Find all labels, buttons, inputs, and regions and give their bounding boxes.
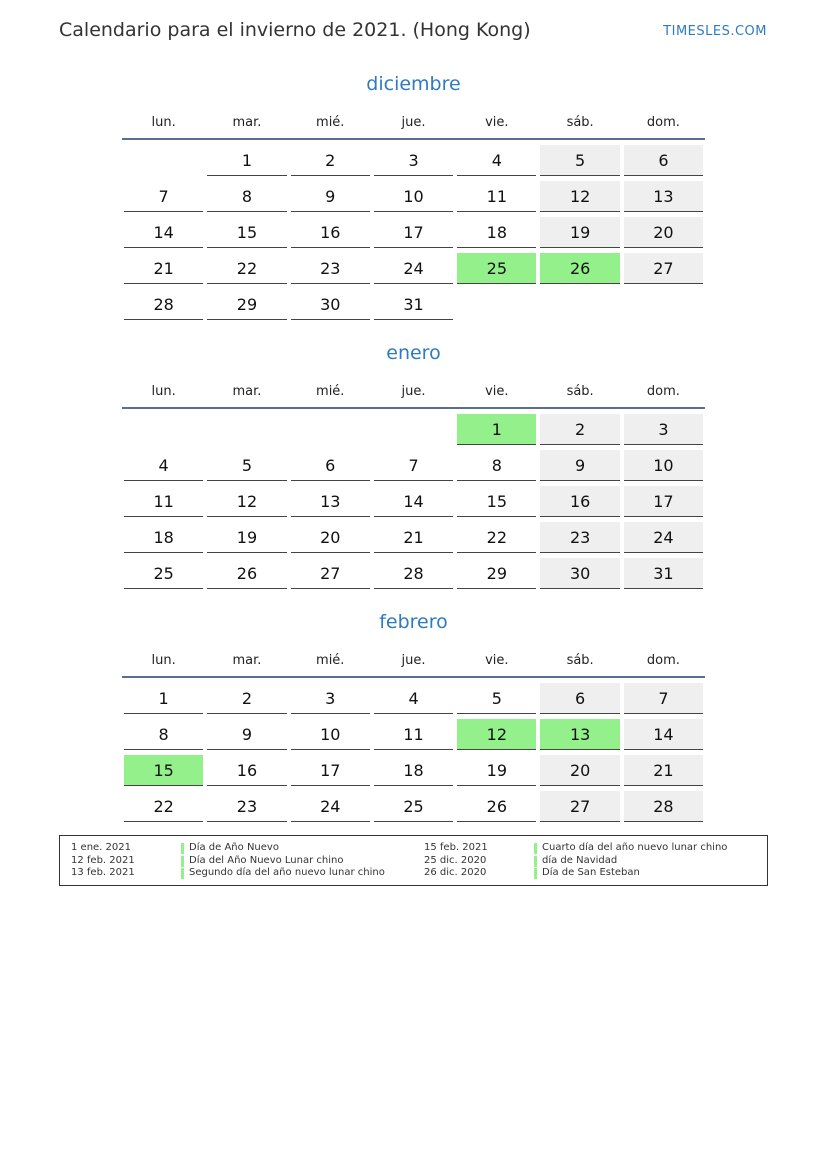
day-number: 6 [291, 450, 370, 481]
day-cell [289, 284, 372, 320]
day-number: 5 [207, 450, 286, 481]
day-cell [289, 750, 372, 786]
day-cell [289, 140, 372, 176]
weekday-label: jue. [401, 652, 426, 668]
day-number: 6 [624, 145, 703, 176]
empty-cell [289, 409, 372, 445]
day-cell [122, 212, 205, 248]
day-cell [455, 750, 538, 786]
day-cell [205, 284, 288, 320]
holiday-color-marker [181, 843, 184, 854]
day-number: 2 [291, 145, 370, 176]
day-number: 11 [457, 181, 536, 212]
page-title: Calendario para el invierno de 2021. (Hong Kong) [59, 19, 531, 41]
day-number: 23 [291, 253, 370, 284]
day-number: 23 [207, 791, 286, 822]
day-grid [122, 678, 705, 822]
day-number: 3 [374, 145, 453, 176]
empty-cell [122, 409, 205, 445]
day-number: 4 [124, 450, 203, 481]
day-cell [372, 481, 455, 517]
day-number: 3 [624, 414, 703, 445]
day-cell [538, 553, 621, 589]
day-cell [538, 409, 621, 445]
holiday-day-cell [455, 409, 538, 445]
day-cell [289, 212, 372, 248]
empty-cell [205, 409, 288, 445]
weekday-label: sáb. [566, 114, 594, 130]
day-number: 18 [374, 755, 453, 786]
day-number: 21 [624, 755, 703, 786]
day-number: 2 [540, 414, 619, 445]
weekday-label: vie. [485, 114, 509, 130]
weekday-label: mié. [316, 114, 345, 130]
day-cell [122, 553, 205, 589]
holiday-day-cell [122, 750, 205, 786]
day-number: 13 [540, 719, 619, 750]
day-number: 31 [624, 558, 703, 589]
day-cell [289, 517, 372, 553]
day-cell [122, 517, 205, 553]
day-cell [372, 445, 455, 481]
day-cell [538, 445, 621, 481]
day-number: 8 [124, 719, 203, 750]
day-cell [622, 786, 705, 822]
day-cell [122, 445, 205, 481]
day-cell [205, 445, 288, 481]
day-cell [538, 678, 621, 714]
day-number: 24 [624, 522, 703, 553]
day-number: 4 [374, 683, 453, 714]
day-number: 30 [540, 558, 619, 589]
weekday-header [122, 375, 705, 409]
day-cell [205, 553, 288, 589]
day-cell [622, 750, 705, 786]
day-cell [122, 248, 205, 284]
weekday-label: dom. [646, 652, 680, 668]
holiday-color-marker [534, 856, 537, 867]
holiday-day-cell [455, 248, 538, 284]
weekday-label: mar. [232, 383, 262, 399]
day-number: 22 [124, 791, 203, 822]
day-cell [372, 553, 455, 589]
day-number: 24 [374, 253, 453, 284]
day-number: 7 [624, 683, 703, 714]
day-number: 28 [124, 289, 203, 320]
day-cell [622, 481, 705, 517]
holiday-color-marker [534, 843, 537, 854]
day-cell [622, 212, 705, 248]
day-cell [455, 481, 538, 517]
day-number: 21 [374, 522, 453, 553]
day-number: 20 [540, 755, 619, 786]
weekday-label: lun. [151, 383, 176, 399]
day-number: 13 [624, 181, 703, 212]
weekday-label: dom. [646, 383, 680, 399]
day-number: 15 [207, 217, 286, 248]
day-cell [122, 714, 205, 750]
day-cell [205, 481, 288, 517]
day-number: 11 [124, 486, 203, 517]
day-cell [372, 750, 455, 786]
day-number: 11 [374, 719, 453, 750]
day-number: 29 [207, 289, 286, 320]
day-cell [372, 176, 455, 212]
month-name: diciembre [366, 73, 461, 95]
day-number: 15 [124, 755, 203, 786]
weekday-label: vie. [485, 383, 509, 399]
day-cell [122, 284, 205, 320]
day-cell [205, 517, 288, 553]
day-number: 19 [207, 522, 286, 553]
day-cell [622, 445, 705, 481]
weekday-label: lun. [151, 652, 176, 668]
day-cell [455, 212, 538, 248]
weekday-label: mié. [316, 652, 345, 668]
day-number: 10 [374, 181, 453, 212]
holiday-legend [59, 835, 768, 886]
day-number: 26 [457, 791, 536, 822]
day-number: 1 [457, 414, 536, 445]
day-cell [289, 248, 372, 284]
month-name: febrero [379, 611, 448, 633]
weekday-label: sáb. [566, 652, 594, 668]
day-cell [622, 409, 705, 445]
brand-link[interactable]: TIMESLES.COM [663, 24, 767, 39]
legend-holiday-name: Día de San Esteban [542, 867, 640, 878]
holiday-day-cell [538, 714, 621, 750]
weekday-label: mié. [316, 383, 345, 399]
day-cell [205, 140, 288, 176]
day-number: 12 [540, 181, 619, 212]
day-cell [622, 248, 705, 284]
day-number: 18 [124, 522, 203, 553]
day-cell [289, 481, 372, 517]
day-number: 5 [457, 683, 536, 714]
day-number: 23 [540, 522, 619, 553]
day-cell [455, 786, 538, 822]
day-number: 26 [540, 253, 619, 284]
day-cell [122, 786, 205, 822]
day-number: 7 [124, 181, 203, 212]
legend-date: 13 feb. 2021 [71, 867, 135, 878]
day-number: 12 [207, 486, 286, 517]
legend-row [424, 855, 727, 868]
weekday-label: lun. [151, 114, 176, 130]
legend-column-left [71, 842, 385, 880]
day-number: 29 [457, 558, 536, 589]
day-cell [122, 678, 205, 714]
day-number: 30 [291, 289, 370, 320]
legend-holiday-name: Segundo día del año nuevo lunar chino [189, 867, 385, 878]
day-cell [205, 176, 288, 212]
legend-holiday-name: día de Navidad [542, 854, 618, 866]
day-number: 10 [291, 719, 370, 750]
weekday-label: vie. [485, 652, 509, 668]
day-cell [372, 517, 455, 553]
day-cell [455, 678, 538, 714]
day-cell [622, 140, 705, 176]
day-cell [289, 553, 372, 589]
day-number: 8 [207, 181, 286, 212]
legend-holiday-name: Día del Año Nuevo Lunar chino [189, 854, 344, 866]
day-cell [622, 176, 705, 212]
day-cell [205, 678, 288, 714]
day-cell [538, 176, 621, 212]
day-grid [122, 409, 705, 589]
legend-row [424, 842, 727, 855]
day-cell [622, 553, 705, 589]
day-number: 19 [457, 755, 536, 786]
day-cell [538, 212, 621, 248]
day-cell [455, 445, 538, 481]
weekday-label: dom. [646, 114, 680, 130]
holiday-color-marker [534, 868, 537, 879]
legend-date: 12 feb. 2021 [71, 854, 135, 866]
legend-row [71, 855, 385, 868]
day-cell [372, 714, 455, 750]
day-number: 28 [624, 791, 703, 822]
day-cell [289, 786, 372, 822]
day-number: 18 [457, 217, 536, 248]
day-cell [455, 176, 538, 212]
weekday-label: mar. [232, 114, 262, 130]
day-grid [122, 140, 705, 320]
day-number: 13 [291, 486, 370, 517]
day-number: 4 [457, 145, 536, 176]
legend-date: 15 feb. 2021 [424, 842, 488, 853]
weekday-header [122, 106, 705, 140]
day-number: 14 [124, 217, 203, 248]
weekday-label: mar. [232, 652, 262, 668]
legend-row [71, 867, 385, 880]
day-number: 31 [374, 289, 453, 320]
day-number: 20 [624, 217, 703, 248]
day-cell [372, 284, 455, 320]
day-number: 2 [207, 683, 286, 714]
day-cell [455, 517, 538, 553]
day-cell [538, 750, 621, 786]
day-cell [622, 714, 705, 750]
day-number: 27 [291, 558, 370, 589]
weekday-label: jue. [401, 383, 426, 399]
day-number: 20 [291, 522, 370, 553]
day-number: 9 [207, 719, 286, 750]
day-cell [122, 176, 205, 212]
day-number: 7 [374, 450, 453, 481]
month-febrero [122, 608, 705, 822]
weekday-header [122, 644, 705, 678]
day-number: 17 [374, 217, 453, 248]
day-number: 24 [291, 791, 370, 822]
day-number: 1 [207, 145, 286, 176]
day-number: 1 [124, 683, 203, 714]
day-number: 25 [457, 253, 536, 284]
day-number: 16 [540, 486, 619, 517]
month-enero [122, 339, 705, 589]
weekday-label: jue. [401, 114, 426, 130]
day-cell [622, 517, 705, 553]
day-cell [289, 678, 372, 714]
day-number: 9 [540, 450, 619, 481]
day-number: 14 [374, 486, 453, 517]
day-cell [289, 714, 372, 750]
day-cell [372, 786, 455, 822]
legend-row [71, 842, 385, 855]
day-cell [289, 176, 372, 212]
day-cell [122, 481, 205, 517]
day-number: 16 [207, 755, 286, 786]
day-cell [205, 248, 288, 284]
day-number: 5 [540, 145, 619, 176]
legend-date: 26 dic. 2020 [424, 867, 487, 878]
day-cell [205, 786, 288, 822]
day-cell [622, 678, 705, 714]
day-number: 17 [624, 486, 703, 517]
day-number: 28 [374, 558, 453, 589]
day-cell [289, 445, 372, 481]
day-cell [205, 750, 288, 786]
day-cell [538, 481, 621, 517]
weekday-label: sáb. [566, 383, 594, 399]
legend-holiday-name: Día de Año Nuevo [189, 842, 279, 853]
day-cell [372, 248, 455, 284]
day-cell [372, 678, 455, 714]
day-number: 22 [457, 522, 536, 553]
legend-date: 1 ene. 2021 [71, 842, 131, 853]
day-number: 27 [540, 791, 619, 822]
day-cell [538, 786, 621, 822]
holiday-day-cell [455, 714, 538, 750]
day-number: 12 [457, 719, 536, 750]
day-number: 14 [624, 719, 703, 750]
day-cell [455, 553, 538, 589]
day-cell [205, 714, 288, 750]
day-number: 10 [624, 450, 703, 481]
day-number: 27 [624, 253, 703, 284]
holiday-color-marker [181, 856, 184, 867]
legend-date: 25 dic. 2020 [424, 854, 487, 866]
legend-holiday-name: Cuarto día del año nuevo lunar chino [542, 842, 728, 853]
day-number: 25 [124, 558, 203, 589]
day-cell [372, 212, 455, 248]
legend-row [424, 867, 727, 880]
day-number: 17 [291, 755, 370, 786]
day-number: 16 [291, 217, 370, 248]
day-number: 26 [207, 558, 286, 589]
legend-column-right [424, 842, 727, 880]
day-cell [372, 140, 455, 176]
empty-cell [372, 409, 455, 445]
day-number: 8 [457, 450, 536, 481]
day-number: 6 [540, 683, 619, 714]
day-number: 22 [207, 253, 286, 284]
month-diciembre [122, 70, 705, 320]
day-cell [538, 140, 621, 176]
day-cell [455, 140, 538, 176]
day-cell [205, 212, 288, 248]
day-number: 15 [457, 486, 536, 517]
holiday-color-marker [181, 868, 184, 879]
holiday-day-cell [538, 248, 621, 284]
empty-cell [122, 140, 205, 176]
day-number: 21 [124, 253, 203, 284]
day-number: 19 [540, 217, 619, 248]
month-name: enero [386, 342, 441, 364]
day-number: 3 [291, 683, 370, 714]
day-cell [538, 517, 621, 553]
day-number: 9 [291, 181, 370, 212]
day-number: 25 [374, 791, 453, 822]
